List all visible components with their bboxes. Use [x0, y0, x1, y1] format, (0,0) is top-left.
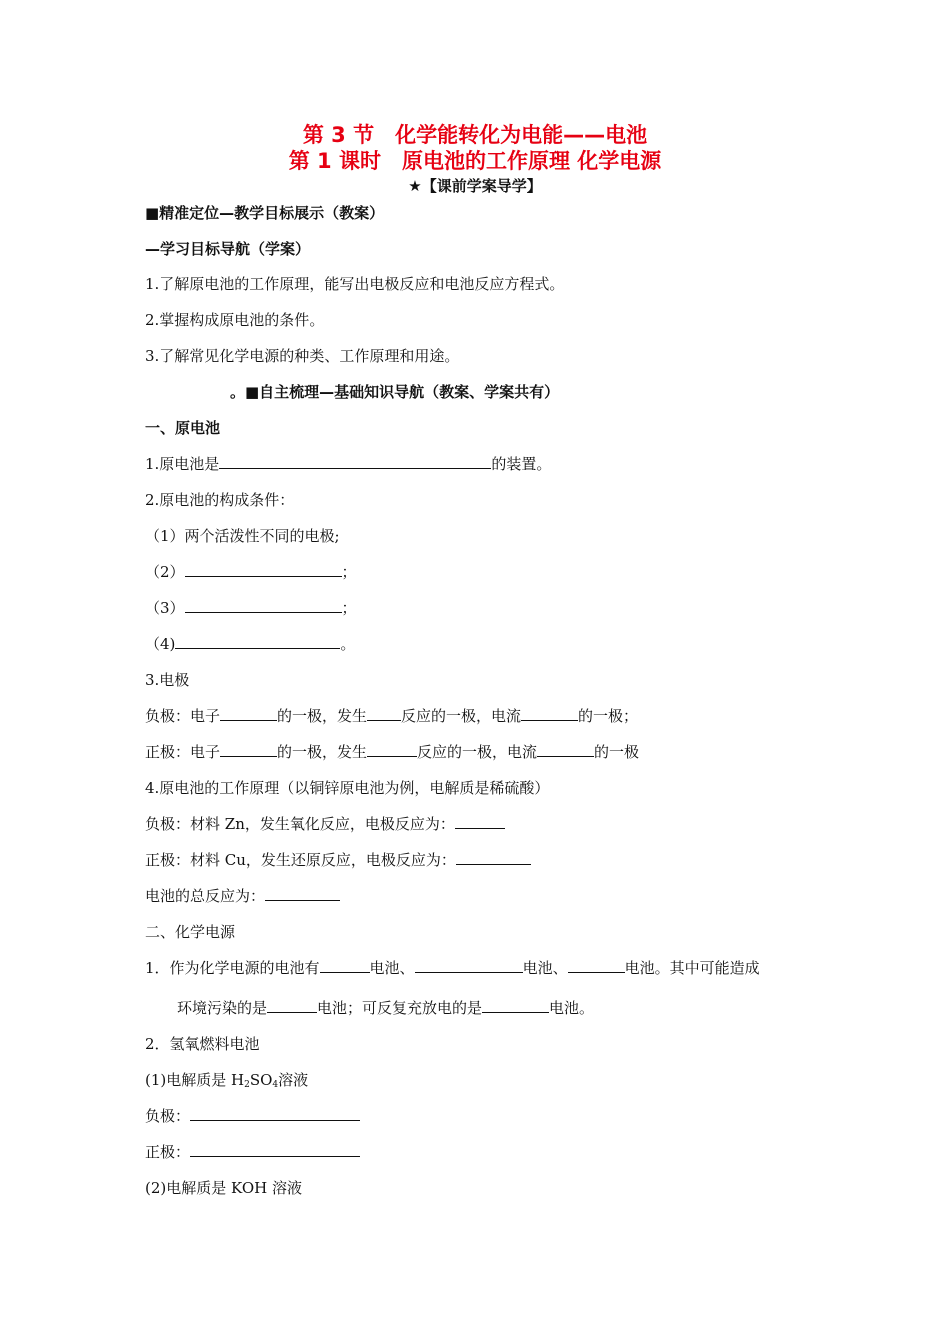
answer-blank[interactable] [175, 634, 340, 649]
answer-blank[interactable] [456, 850, 531, 865]
positive-material-row: 正极：材料 Cu，发生还原反应，电极反应为： [145, 849, 531, 871]
condition-4: （4) 。 [145, 635, 356, 653]
answer-blank[interactable] [537, 742, 594, 757]
heading-teaching-goals: ■精准定位—教学目标展示（教案） [145, 204, 385, 222]
question-1: 1.原电池是 的装置。 [145, 455, 552, 473]
answer-blank[interactable] [521, 706, 578, 721]
total-reaction-row: 电池的总反应为： [145, 885, 340, 907]
acid-negative-row: 负极： [145, 1105, 360, 1127]
answer-blank[interactable] [190, 1106, 360, 1121]
goal-2: 2.掌握构成原电池的条件。 [145, 311, 325, 329]
heading-self-review: 。■自主梳理—基础知识导航（教案、学案共有） [230, 383, 560, 401]
guide-subtitle: ★【课前学案导学】 [408, 177, 542, 195]
section-title: 第 3 节 化学能转化为电能——电池 [302, 123, 648, 147]
answer-blank[interactable] [415, 958, 523, 973]
condition-2: （2） ； [145, 563, 357, 581]
answer-blank[interactable] [185, 562, 342, 577]
power-question-2: 2．氢氧燃料电池 [145, 1035, 260, 1053]
question-2: 2.原电池的构成条件： [145, 491, 295, 509]
answer-blank[interactable] [190, 1142, 360, 1157]
lesson-title: 第 1 课时 原电池的工作原理 化学电源 [288, 149, 662, 173]
question-4: 4.原电池的工作原理（以铜锌原电池为例，电解质是稀硫酸） [145, 779, 550, 797]
condition-3: （3） ； [145, 599, 357, 617]
question-3: 3.电极 [145, 671, 190, 689]
negative-material-row: 负极：材料 Zn，发生氧化反应，电极反应为： [145, 813, 505, 835]
answer-blank[interactable] [320, 958, 370, 973]
goal-3: 3.了解常见化学电源的种类、工作原理和用途。 [145, 347, 460, 365]
power-question-1: 1．作为化学电源的电池有 电池、 电池、 电池。其中可能造成 [145, 959, 760, 977]
acid-positive-row: 正极： [145, 1141, 360, 1163]
condition-1: （1）两个活泼性不同的电极; [145, 527, 340, 545]
answer-blank[interactable] [568, 958, 625, 973]
answer-blank[interactable] [220, 706, 277, 721]
heading-chemical-power: 二、化学电源 [145, 923, 236, 941]
answer-blank[interactable] [455, 814, 505, 829]
negative-electrode-row: 负极：电子 的一极，发生 反应的一极，电流 的一极； [145, 707, 639, 725]
heading-primary-cell: 一、原电池 [145, 419, 221, 437]
answer-blank[interactable] [265, 886, 340, 901]
answer-blank[interactable] [185, 598, 342, 613]
electrolyte-acid: (1)电解质是 $H_2SO_4$溶液 [145, 1071, 309, 1090]
goal-1: 1.了解原电池的工作原理，能写出电极反应和电池反应方程式。 [145, 275, 565, 293]
answer-blank[interactable] [482, 998, 549, 1013]
answer-blank[interactable] [219, 454, 491, 469]
answer-blank[interactable] [367, 742, 417, 757]
positive-electrode-row: 正极：电子 的一极，发生 反应的一极，电流 的一极 [145, 743, 640, 761]
heading-learning-goals: —学习目标导航（学案） [145, 240, 311, 258]
answer-blank[interactable] [267, 998, 317, 1013]
electrolyte-base: (2)电解质是 KOH 溶液 [145, 1179, 302, 1197]
answer-blank[interactable] [220, 742, 277, 757]
power-question-1-cont: 环境污染的是 电池；可反复充放电的是 电池。 [177, 999, 595, 1017]
answer-blank[interactable] [367, 706, 401, 721]
